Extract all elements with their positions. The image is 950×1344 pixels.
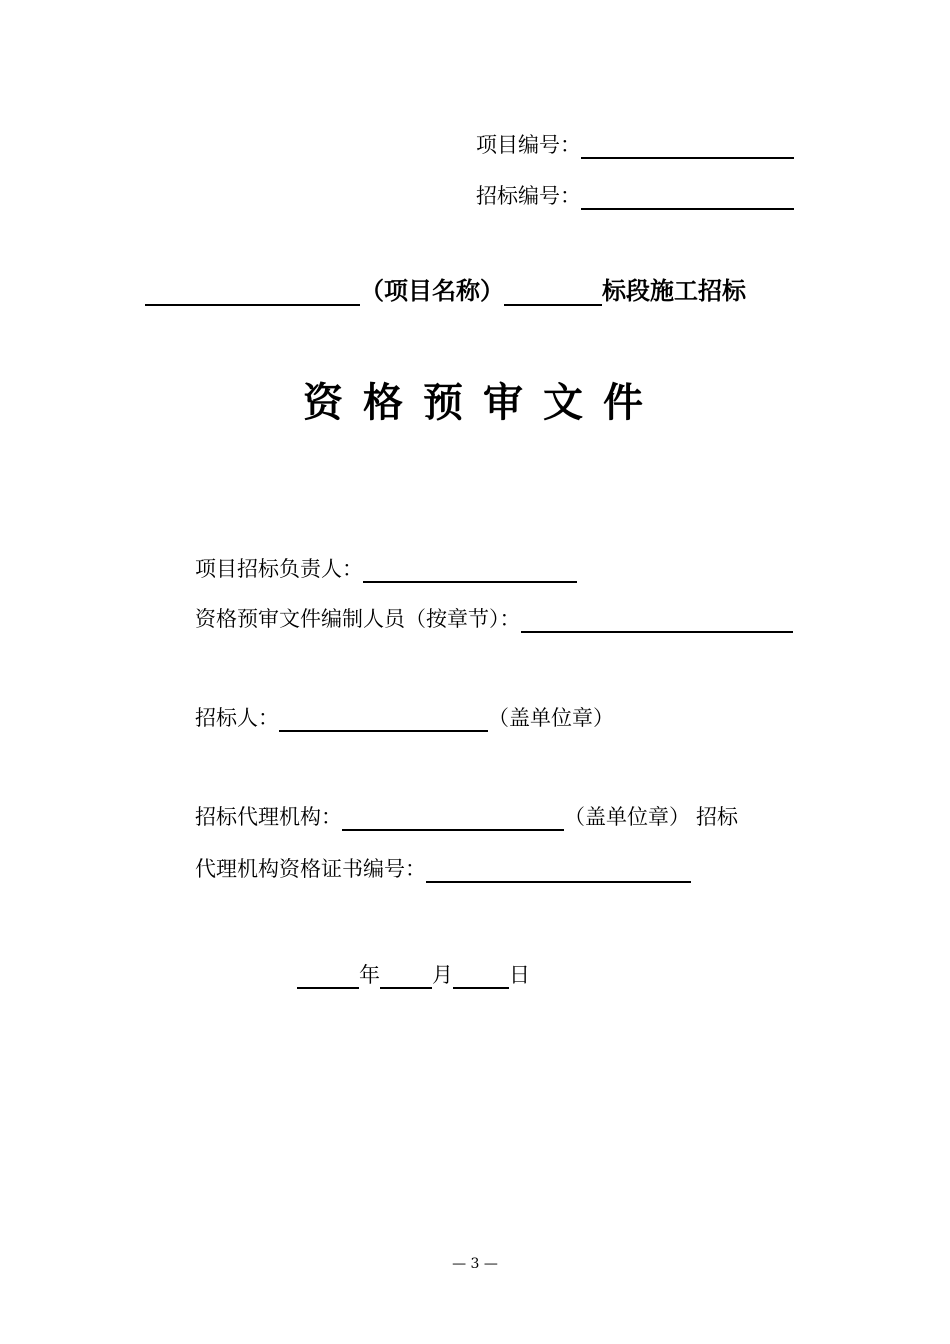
- agency-cert-row: [195, 855, 691, 883]
- editors-label: 资格预审文件编制人员（按章节）：: [195, 607, 521, 631]
- page-number: — 3 —: [452, 1256, 498, 1272]
- agency-cert-blank[interactable]: [426, 859, 691, 883]
- project-title-line: [145, 276, 746, 306]
- day-blank[interactable]: [453, 965, 509, 989]
- section-suffix: 标段施工招标: [602, 276, 746, 305]
- editors-blank[interactable]: [521, 609, 793, 633]
- project-number-blank[interactable]: [581, 135, 794, 159]
- tender-number-row: [476, 182, 794, 210]
- date-row: [297, 961, 530, 989]
- project-name-blank[interactable]: [145, 278, 360, 306]
- tender-number-blank[interactable]: [581, 186, 794, 210]
- day-label: 日: [509, 963, 530, 987]
- agency-seal-note: （盖单位章）: [564, 805, 690, 829]
- project-name-placeholder: （项目名称）: [360, 276, 504, 305]
- year-blank[interactable]: [297, 965, 359, 989]
- section-blank[interactable]: [504, 278, 602, 306]
- agency-suffix: 招标: [696, 805, 738, 829]
- month-label: 月: [432, 963, 453, 987]
- agency-cert-label: 代理机构资格证书编号：: [195, 857, 426, 881]
- document-title: 资格预审文件: [303, 379, 663, 426]
- year-label: 年: [359, 963, 380, 987]
- responsible-row: [195, 555, 577, 583]
- tenderer-row: [195, 704, 614, 732]
- tenderer-label: 招标人：: [195, 706, 279, 730]
- tender-number-label: 招标编号：: [476, 184, 581, 208]
- editors-row: [195, 605, 793, 633]
- project-number-label: 项目编号：: [476, 133, 581, 157]
- agency-label: 招标代理机构：: [195, 805, 342, 829]
- agency-blank[interactable]: [342, 807, 564, 831]
- responsible-label: 项目招标负责人：: [195, 557, 363, 581]
- responsible-blank[interactable]: [363, 559, 577, 583]
- tenderer-blank[interactable]: [279, 708, 488, 732]
- project-number-row: [476, 131, 794, 159]
- month-blank[interactable]: [380, 965, 432, 989]
- agency-row: [195, 803, 738, 831]
- tenderer-seal-note: （盖单位章）: [488, 706, 614, 730]
